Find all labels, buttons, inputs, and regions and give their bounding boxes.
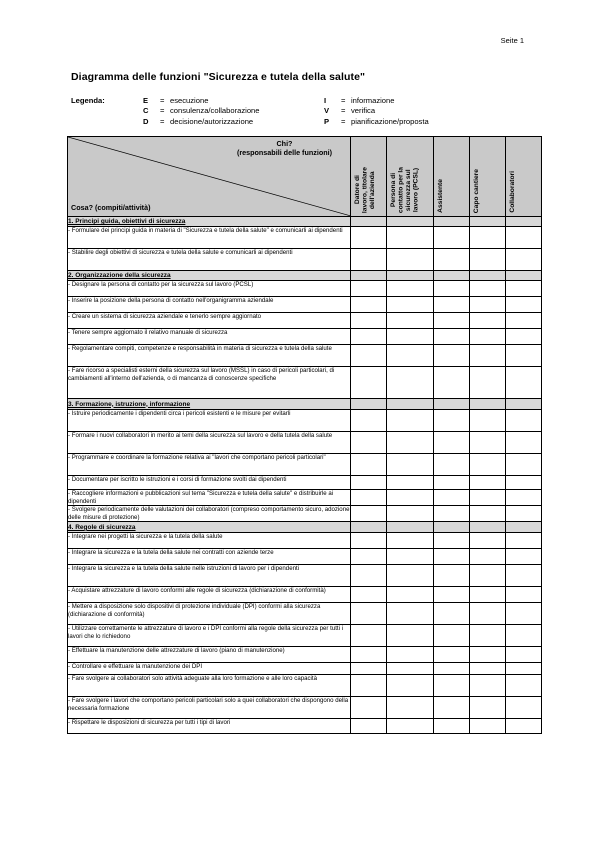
- assignment-cell[interactable]: [351, 329, 387, 345]
- assignment-cell[interactable]: [470, 454, 506, 476]
- assignment-cell[interactable]: [506, 490, 542, 506]
- task-description: - Regolamentare compiti, competenze e responsabilità in materia di sicurezza e tutela della salute: [68, 345, 351, 367]
- assignment-cell[interactable]: [387, 367, 434, 399]
- header-who: Chi? (responsabili delle funzioni): [236, 139, 332, 157]
- section-role-cell: [387, 399, 434, 410]
- assignment-cell[interactable]: [434, 297, 470, 313]
- assignment-cell[interactable]: [470, 697, 506, 719]
- assignment-cell[interactable]: [470, 587, 506, 603]
- task-row: [68, 476, 542, 490]
- section-role-cell: [470, 522, 506, 533]
- section-role-cell: [351, 522, 387, 533]
- assignment-cell[interactable]: [506, 227, 542, 249]
- assignment-cell[interactable]: [387, 313, 434, 329]
- task-description: - Effettuare la manutenzione delle attrezzature di lavoro (piano di manutenzione): [68, 647, 351, 663]
- assignment-cell[interactable]: [434, 565, 470, 587]
- legend-entry: P = pianificazione/proposta: [324, 116, 429, 126]
- assignment-cell[interactable]: [434, 663, 470, 675]
- assignment-cell[interactable]: [351, 345, 387, 367]
- assignment-cell[interactable]: [470, 647, 506, 663]
- task-row: [68, 227, 542, 249]
- assignment-cell[interactable]: [506, 249, 542, 271]
- task-row: [68, 565, 542, 587]
- assignment-cell[interactable]: [387, 454, 434, 476]
- assignment-cell[interactable]: [387, 603, 434, 625]
- section-title: 4. Regole di sicurezza: [68, 522, 351, 533]
- function-matrix-table: [67, 136, 542, 734]
- task-description: - Fare svolgere ai collaboratori solo attività adeguate alla loro formazione e alle loro capacità: [68, 675, 351, 697]
- task-row: [68, 367, 542, 399]
- task-row: [68, 297, 542, 313]
- assignment-cell[interactable]: [470, 625, 506, 647]
- role-header-collaborators: Collaboratori: [506, 137, 542, 217]
- task-row: [68, 281, 542, 297]
- task-description: - Istruire periodicamente i dipendenti circa i pericoli esistenti e le misure per evitarli: [68, 410, 351, 432]
- assignment-cell[interactable]: [387, 432, 434, 454]
- assignment-cell[interactable]: [351, 533, 387, 549]
- task-row: [68, 603, 542, 625]
- assignment-cell[interactable]: [387, 647, 434, 663]
- assignment-cell[interactable]: [506, 454, 542, 476]
- assignment-cell[interactable]: [506, 329, 542, 345]
- task-row: [68, 663, 542, 675]
- assignment-cell[interactable]: [470, 410, 506, 432]
- task-description: - Inserire la posizione della persona di contatto nell'organigramma aziendale: [68, 297, 351, 313]
- assignment-cell[interactable]: [351, 647, 387, 663]
- assignment-cell[interactable]: [470, 506, 506, 522]
- assignment-cell[interactable]: [351, 432, 387, 454]
- assignment-cell[interactable]: [470, 367, 506, 399]
- role-header-site-manager: Capo cantiere: [470, 137, 506, 217]
- section-role-cell: [434, 399, 470, 410]
- section-role-cell: [351, 271, 387, 281]
- assignment-cell[interactable]: [434, 454, 470, 476]
- task-description: - Acquistare attrezzature di lavoro conformi alle regole di sicurezza (dichiarazione di conformità): [68, 587, 351, 603]
- section-role-cell: [434, 271, 470, 281]
- section-role-cell: [351, 399, 387, 410]
- header-corner-cell: [68, 137, 351, 217]
- task-description: - Stabilire degli obiettivi di sicurezza e tutela della salute e comunicarli ai dipendenti: [68, 249, 351, 271]
- task-description: - Fare svolgere i lavori che comportano pericoli particolari solo a quei collaboratori che dispongono della necessaria formazione: [68, 697, 351, 719]
- section-title: 2. Organizzazione della sicurezza: [68, 271, 351, 281]
- assignment-cell[interactable]: [351, 313, 387, 329]
- assignment-cell[interactable]: [506, 719, 542, 734]
- legend-entry: C = consulenza/collaborazione: [143, 106, 260, 116]
- task-row: [68, 647, 542, 663]
- assignment-cell[interactable]: [351, 297, 387, 313]
- task-description: - Programmare e coordinare la formazione relativa ai "lavori che comportano pericoli particolari": [68, 454, 351, 476]
- role-header-pcsl: Persona di contatto per la sicurezza sul lavoro (PCSL): [387, 137, 434, 217]
- assignment-cell[interactable]: [387, 329, 434, 345]
- assignment-cell[interactable]: [434, 281, 470, 297]
- assignment-cell[interactable]: [387, 506, 434, 522]
- task-description: - Formare i nuovi collaboratori in merito ai temi della sicurezza sul lavoro e della tutela della salute: [68, 432, 351, 454]
- legend-entry: D = decisione/autorizzazione: [143, 116, 254, 126]
- section-role-cell: [506, 217, 542, 227]
- assignment-cell[interactable]: [387, 697, 434, 719]
- section-row: [68, 271, 542, 281]
- task-description: - Integrare nei progetti la sicurezza e la tutela della salute: [68, 533, 351, 549]
- section-role-cell: [387, 217, 434, 227]
- task-row: [68, 313, 542, 329]
- assignment-cell[interactable]: [387, 345, 434, 367]
- assignment-cell[interactable]: [434, 476, 470, 490]
- assignment-cell[interactable]: [387, 227, 434, 249]
- assignment-cell[interactable]: [387, 410, 434, 432]
- assignment-cell[interactable]: [470, 227, 506, 249]
- assignment-cell[interactable]: [470, 476, 506, 490]
- assignment-cell[interactable]: [434, 506, 470, 522]
- assignment-cell[interactable]: [506, 506, 542, 522]
- assignment-cell[interactable]: [434, 367, 470, 399]
- task-row: [68, 587, 542, 603]
- assignment-cell[interactable]: [434, 625, 470, 647]
- assignment-cell[interactable]: [506, 410, 542, 432]
- assignment-cell[interactable]: [506, 345, 542, 367]
- task-row: [68, 533, 542, 549]
- assignment-cell[interactable]: [470, 549, 506, 565]
- assignment-cell[interactable]: [387, 281, 434, 297]
- task-description: - Documentare per iscritto le istruzioni e i corsi di formazione svolti dai dipendenti: [68, 476, 351, 490]
- task-row: [68, 432, 542, 454]
- task-description: - Integrare la sicurezza e la tutela della salute nelle istruzioni di lavoro per i dipendenti: [68, 565, 351, 587]
- section-role-cell: [506, 399, 542, 410]
- section-row: [68, 522, 542, 533]
- section-title: 1. Principi guida, obiettivi di sicurezza: [68, 217, 351, 227]
- assignment-cell[interactable]: [351, 549, 387, 565]
- assignment-cell[interactable]: [351, 506, 387, 522]
- section-role-cell: [470, 217, 506, 227]
- assignment-cell[interactable]: [506, 533, 542, 549]
- assignment-cell[interactable]: [506, 549, 542, 565]
- assignment-cell[interactable]: [506, 625, 542, 647]
- task-description: - Svolgere periodicamente delle valutazioni dei collaboratori (compreso comportamento sicuro, adozione delle misure di protezione): [68, 506, 350, 521]
- assignment-cell[interactable]: [470, 297, 506, 313]
- section-row: [68, 399, 542, 410]
- section-role-cell: [470, 271, 506, 281]
- assignment-cell[interactable]: [470, 249, 506, 271]
- assignment-cell[interactable]: [470, 533, 506, 549]
- assignment-cell[interactable]: [387, 533, 434, 549]
- assignment-cell[interactable]: [506, 367, 542, 399]
- assignment-cell[interactable]: [506, 675, 542, 697]
- role-header-employer: Datore di lavoro, titolare dell'azienda: [351, 137, 387, 217]
- legend-column-left: [143, 96, 260, 127]
- assignment-cell[interactable]: [351, 587, 387, 603]
- assignment-cell[interactable]: [351, 565, 387, 587]
- assignment-cell[interactable]: [351, 675, 387, 697]
- assignment-cell[interactable]: [387, 249, 434, 271]
- legend-entry: V = verifica: [324, 106, 376, 116]
- assignment-cell[interactable]: [351, 227, 387, 249]
- legend-column-right: [324, 96, 429, 127]
- task-row: [68, 675, 542, 697]
- task-row: [68, 549, 542, 565]
- assignment-cell[interactable]: [470, 313, 506, 329]
- assignment-cell[interactable]: [351, 454, 387, 476]
- assignment-cell[interactable]: [387, 719, 434, 734]
- section-role-cell: [470, 399, 506, 410]
- assignment-cell[interactable]: [351, 663, 387, 675]
- assignment-cell[interactable]: [351, 367, 387, 399]
- section-role-cell: [351, 217, 387, 227]
- assignment-cell[interactable]: [434, 647, 470, 663]
- assignment-cell[interactable]: [434, 697, 470, 719]
- assignment-cell[interactable]: [351, 603, 387, 625]
- assignment-cell[interactable]: [470, 663, 506, 675]
- assignment-cell[interactable]: [506, 281, 542, 297]
- assignment-cell[interactable]: [434, 432, 470, 454]
- task-row: [68, 697, 542, 719]
- assignment-cell[interactable]: [470, 603, 506, 625]
- task-description: - Fare ricorso a specialisti esterni della sicurezza sul lavoro (MSSL) in caso di pericoli particolari, di cambiamenti all'interno dell'azienda, o di mancanza di conoscenze specifiche: [68, 367, 351, 399]
- task-row: [68, 506, 542, 522]
- task-row: [68, 329, 542, 345]
- assignment-cell[interactable]: [434, 410, 470, 432]
- assignment-cell[interactable]: [387, 297, 434, 313]
- assignment-cell[interactable]: [387, 675, 434, 697]
- assignment-cell[interactable]: [387, 565, 434, 587]
- assignment-cell[interactable]: [506, 565, 542, 587]
- assignment-cell[interactable]: [470, 329, 506, 345]
- task-row: [68, 249, 542, 271]
- assignment-cell[interactable]: [387, 663, 434, 675]
- task-description: - Raccogliere informazioni e pubblicazioni sul tema "Sicurezza e tutela della salute" e distribuirle ai dipendenti: [68, 490, 351, 506]
- assignment-cell[interactable]: [506, 476, 542, 490]
- assignment-cell[interactable]: [351, 719, 387, 734]
- role-header-assistant: Assistente: [434, 137, 470, 217]
- assignment-cell[interactable]: [434, 490, 470, 506]
- legend-entry: I = informazione: [324, 96, 395, 105]
- assignment-cell[interactable]: [470, 565, 506, 587]
- assignment-cell[interactable]: [351, 625, 387, 647]
- assignment-cell[interactable]: [351, 490, 387, 506]
- assignment-cell[interactable]: [506, 697, 542, 719]
- task-description: - Mettere a disposizione solo dispositivi di protezione individuale (DPI) conformi alla sicurezza (dichiarazione di conformità): [68, 603, 351, 625]
- assignment-cell[interactable]: [506, 603, 542, 625]
- task-row: [68, 454, 542, 476]
- assignment-cell[interactable]: [434, 249, 470, 271]
- assignment-cell[interactable]: [434, 549, 470, 565]
- page-title: Diagramma delle funzioni "Sicurezza e tutela della salute": [71, 71, 366, 83]
- header-what: Cosa? (compiti/attività): [71, 203, 151, 212]
- assignment-cell[interactable]: [470, 719, 506, 734]
- assignment-cell[interactable]: [470, 432, 506, 454]
- section-role-cell: [387, 522, 434, 533]
- table-header-row: [68, 137, 542, 217]
- task-description: - Formulare dei principi guida in materia di "Sicurezza e tutela della salute" e comunicarli ai dipendenti: [68, 227, 351, 249]
- assignment-cell[interactable]: [434, 313, 470, 329]
- assignment-cell[interactable]: [434, 345, 470, 367]
- task-row: [68, 345, 542, 367]
- task-row: [68, 719, 542, 734]
- task-description: - Rispettare le disposizioni di sicurezza per tutti i tipi di lavori: [68, 719, 351, 734]
- assignment-cell[interactable]: [506, 432, 542, 454]
- section-role-cell: [506, 522, 542, 533]
- assignment-cell[interactable]: [351, 249, 387, 271]
- section-title: 3. Formazione, istruzione, informazione: [68, 399, 351, 410]
- assignment-cell[interactable]: [470, 675, 506, 697]
- task-description: - Designare la persona di contatto per la sicurezza sul lavoro (PCSL): [68, 281, 351, 297]
- task-description: - Creare un sistema di sicurezza aziendale e tenerlo sempre aggiornato: [68, 313, 351, 329]
- task-description: - Integrare la sicurezza e la tutela della salute nei contratti con aziende terze: [68, 549, 351, 565]
- assignment-cell[interactable]: [351, 476, 387, 490]
- task-description: - Tenere sempre aggiornato il relativo manuale di sicurezza: [68, 329, 351, 345]
- task-row: [68, 410, 542, 432]
- assignment-cell[interactable]: [387, 549, 434, 565]
- task-description: - Utilizzare correttamente le attrezzature di lavoro e i DPI conformi alla regole della sicurezza per tutti i lavori che lo richiedono: [68, 625, 351, 647]
- assignment-cell[interactable]: [506, 647, 542, 663]
- section-role-cell: [434, 522, 470, 533]
- assignment-cell[interactable]: [351, 410, 387, 432]
- assignment-cell[interactable]: [387, 625, 434, 647]
- task-row: [68, 625, 542, 647]
- assignment-cell[interactable]: [351, 697, 387, 719]
- assignment-cell[interactable]: [434, 603, 470, 625]
- section-row: [68, 217, 542, 227]
- assignment-cell[interactable]: [434, 227, 470, 249]
- assignment-cell[interactable]: [387, 476, 434, 490]
- assignment-cell[interactable]: [506, 663, 542, 675]
- task-description: - Controllare e effettuare la manutenzione dei DPI: [68, 663, 351, 675]
- assignment-cell[interactable]: [470, 490, 506, 506]
- task-row: [68, 490, 542, 506]
- assignment-cell[interactable]: [351, 281, 387, 297]
- assignment-cell[interactable]: [387, 587, 434, 603]
- legend-label: Legenda:: [71, 96, 105, 105]
- section-role-cell: [506, 271, 542, 281]
- legend-entry: E = esecuzione: [143, 96, 209, 105]
- assignment-cell[interactable]: [470, 281, 506, 297]
- assignment-cell[interactable]: [506, 587, 542, 603]
- assignment-cell[interactable]: [434, 719, 470, 734]
- assignment-cell[interactable]: [434, 675, 470, 697]
- assignment-cell[interactable]: [434, 587, 470, 603]
- assignment-cell[interactable]: [387, 490, 434, 506]
- assignment-cell[interactable]: [434, 329, 470, 345]
- assignment-cell[interactable]: [506, 313, 542, 329]
- section-role-cell: [387, 271, 434, 281]
- assignment-cell[interactable]: [470, 345, 506, 367]
- assignment-cell[interactable]: [506, 297, 542, 313]
- page-number: Seite 1: [500, 36, 524, 45]
- assignment-cell[interactable]: [434, 533, 470, 549]
- section-role-cell: [434, 217, 470, 227]
